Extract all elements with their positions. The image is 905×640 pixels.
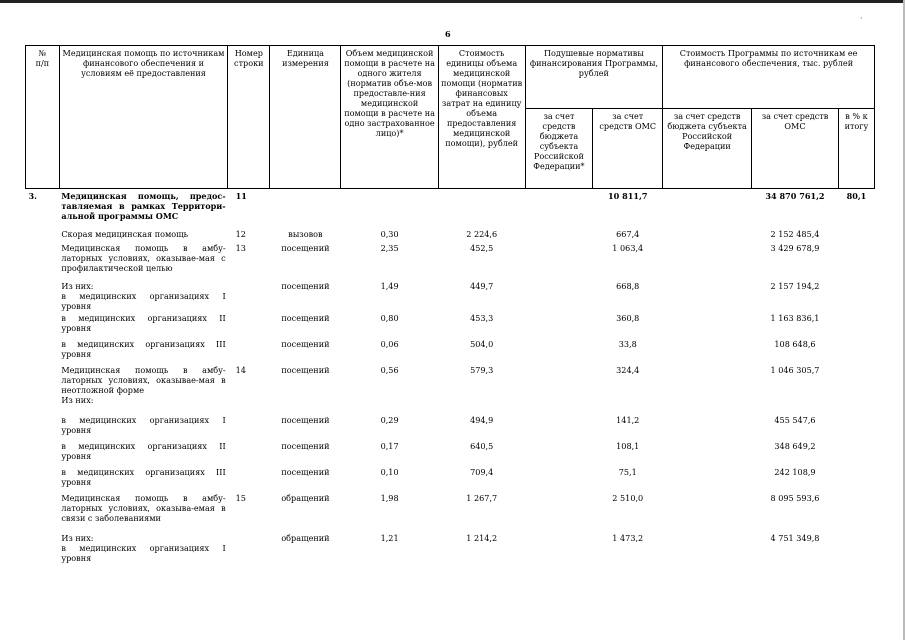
row-cost-oms: 242 108,9 xyxy=(774,466,816,477)
row-cost-pct: 80,1 xyxy=(838,189,874,227)
header-unit: Единица измерения xyxy=(270,46,341,189)
row-volume: 0,06 xyxy=(380,338,399,349)
row-per-capita-oms: 668,8 xyxy=(616,280,640,291)
row-name: Медицинская помощь, предос-тавляемая в рамках Территори-альной программы ОМС xyxy=(59,189,227,227)
row-cost-budget xyxy=(663,531,752,571)
row-unit: посещений xyxy=(281,280,330,291)
row-per-capita-budget xyxy=(525,531,593,571)
row-per-capita-budget xyxy=(525,337,593,363)
row-per-capita-budget xyxy=(525,413,593,439)
row-unit-cost xyxy=(438,189,525,227)
row-cost-pct xyxy=(838,439,874,465)
row-per-capita-oms: 1 063,4 xyxy=(612,242,644,253)
header-cost-program: Стоимость Программы по источникам ее финансового обеспечения, тыс. рублей xyxy=(663,46,875,109)
row-per-capita-budget xyxy=(525,363,593,413)
header-cost-budget: за счет средств бюджета субъекта Российской Федерации xyxy=(663,109,752,189)
row-line-number xyxy=(228,413,270,439)
header-name: Медицинская помощь по источникам финансового обеспечения и условиям её предоставления xyxy=(59,46,227,189)
row-cost-oms: 3 429 678,9 xyxy=(770,242,820,253)
row-cost-oms: 2 152 485,4 xyxy=(770,228,820,239)
row-unit: обращений xyxy=(281,492,330,503)
row-unit: посещений xyxy=(281,242,330,253)
row-unit-cost: 640,5 xyxy=(470,440,494,451)
row-num xyxy=(26,279,60,311)
row-name: в медицинских организациях III уровня xyxy=(61,338,226,359)
row-unit-cost: 579,3 xyxy=(470,364,494,375)
row-cost-pct xyxy=(838,311,874,337)
header-per-capita-budget: за счет средств бюджета субъекта Российской Федерации* xyxy=(525,109,593,189)
row-cost-budget xyxy=(663,311,752,337)
row-per-capita-oms: 108,1 xyxy=(616,440,640,451)
row-line-number: 15 xyxy=(235,492,246,503)
row-per-capita-oms: 141,2 xyxy=(616,414,640,425)
header-cost-pct: в % к итогу xyxy=(838,109,874,189)
row-line-number xyxy=(228,337,270,363)
row-per-capita-budget xyxy=(525,189,593,227)
row-name: Скорая медицинская помощь xyxy=(61,228,189,239)
row-name: Медицинская помощь в амбу-латорных условиях, оказывае-мая в неотложной форме Из них: xyxy=(61,364,226,405)
row-unit xyxy=(270,189,341,227)
header-volume: Объем медицинской помощи в расчете на одного жителя (норматив объе-мов предоставле-ния медицинской помощи в расчете на одно застрахованное лицо)* xyxy=(341,46,438,189)
row-unit: посещений xyxy=(281,338,330,349)
row-unit: обращений xyxy=(281,532,330,543)
row-line-number: 14 xyxy=(235,364,246,375)
row-volume: 1,21 xyxy=(380,532,399,543)
row-unit-cost: 449,7 xyxy=(470,280,494,291)
row-num xyxy=(26,413,60,439)
row-unit-cost: 452,5 xyxy=(470,242,494,253)
table-row xyxy=(26,227,875,241)
medical-care-table xyxy=(25,45,875,571)
row-num xyxy=(26,465,60,491)
row-per-capita-oms: 33,8 xyxy=(618,338,637,349)
row-volume: 0,30 xyxy=(380,228,399,239)
row-unit: посещений xyxy=(281,466,330,477)
row-cost-oms: 8 095 593,6 xyxy=(770,492,820,503)
row-line-number xyxy=(228,311,270,337)
row-line-number xyxy=(228,279,270,311)
table-row xyxy=(26,241,875,279)
row-cost-oms: 108 648,6 xyxy=(774,338,816,349)
page-number: 6 xyxy=(445,29,451,39)
row-line-number xyxy=(228,465,270,491)
row-per-capita-oms: 10 811,7 xyxy=(593,189,663,227)
row-cost-budget xyxy=(663,363,752,413)
row-volume: 0,56 xyxy=(380,364,399,375)
row-name: Из них: в медицинских организациях I уровня xyxy=(61,532,226,563)
header-per-capita-oms: за счет средств ОМС xyxy=(593,109,663,189)
scan-speck: · xyxy=(860,14,863,23)
row-unit: вызовов xyxy=(288,228,323,239)
row-cost-oms: 2 157 194,2 xyxy=(770,280,820,291)
row-line-number: 12 xyxy=(235,228,246,239)
row-unit-cost: 1 214,2 xyxy=(466,532,498,543)
row-per-capita-oms: 360,8 xyxy=(616,312,640,323)
row-unit-cost: 709,4 xyxy=(470,466,494,477)
table-row xyxy=(26,531,875,571)
row-cost-budget xyxy=(663,491,752,531)
row-cost-pct xyxy=(838,227,874,241)
row-per-capita-budget xyxy=(525,465,593,491)
row-cost-budget xyxy=(663,465,752,491)
table-body xyxy=(26,189,875,571)
row-name: в медицинских организациях II уровня xyxy=(61,440,226,461)
table-row xyxy=(26,311,875,337)
row-cost-budget xyxy=(663,227,752,241)
row-name: Из них: в медицинских организациях I уровня xyxy=(61,280,226,311)
row-volume: 2,35 xyxy=(380,242,399,253)
row-name: в медицинских организациях II уровня xyxy=(61,312,226,333)
table-row xyxy=(26,491,875,531)
row-cost-budget xyxy=(663,279,752,311)
row-unit: посещений xyxy=(281,312,330,323)
row-cost-oms: 4 751 349,8 xyxy=(770,532,820,543)
row-volume: 0,17 xyxy=(380,440,399,451)
row-unit-cost: 2 224,6 xyxy=(466,228,498,239)
table-row xyxy=(26,465,875,491)
table-header xyxy=(26,46,875,189)
row-num xyxy=(26,241,60,279)
row-num: 3. xyxy=(26,189,60,227)
header-unit-cost: Стоимость единицы объема медицинской помощи (норматив финансовых затрат на единицу объема предоставления медицинской помощи), рублей xyxy=(438,46,525,189)
row-per-capita-budget xyxy=(525,439,593,465)
row-line-number: 11 xyxy=(228,189,270,227)
row-volume: 1,98 xyxy=(380,492,399,503)
row-per-capita-budget xyxy=(525,491,593,531)
row-name: Медицинская помощь в амбу-латорных условиях, оказывае-мая с профилактической целью xyxy=(61,242,226,273)
row-cost-oms: 348 649,2 xyxy=(774,440,816,451)
table-row xyxy=(26,337,875,363)
row-cost-pct xyxy=(838,465,874,491)
row-num xyxy=(26,491,60,531)
table-row xyxy=(26,363,875,413)
header-cost-oms: за счет средств ОМС xyxy=(752,109,839,189)
row-line-number: 13 xyxy=(235,242,246,253)
row-volume: 0,29 xyxy=(380,414,399,425)
row-cost-pct xyxy=(838,241,874,279)
row-cost-budget xyxy=(663,413,752,439)
row-unit-cost: 504,0 xyxy=(470,338,494,349)
row-cost-pct xyxy=(838,279,874,311)
row-volume xyxy=(341,189,438,227)
row-unit: посещений xyxy=(281,364,330,375)
table-row xyxy=(26,279,875,311)
row-num xyxy=(26,363,60,413)
row-volume: 0,80 xyxy=(380,312,399,323)
row-unit-cost: 494,9 xyxy=(470,414,494,425)
row-cost-pct xyxy=(838,491,874,531)
row-per-capita-oms: 2 510,0 xyxy=(612,492,644,503)
row-line-number xyxy=(228,439,270,465)
row-per-capita-budget xyxy=(525,279,593,311)
row-cost-pct xyxy=(838,337,874,363)
row-cost-oms: 34 870 761,2 xyxy=(752,189,839,227)
row-unit: посещений xyxy=(281,414,330,425)
row-num xyxy=(26,337,60,363)
row-cost-oms: 1 046 305,7 xyxy=(770,364,820,375)
row-unit: посещений xyxy=(281,440,330,451)
row-cost-pct xyxy=(838,363,874,413)
row-per-capita-budget xyxy=(525,227,593,241)
row-per-capita-oms: 324,4 xyxy=(616,364,640,375)
row-name: в медицинских организациях III уровня xyxy=(61,466,226,487)
row-cost-budget xyxy=(663,337,752,363)
row-unit-cost: 453,3 xyxy=(470,312,494,323)
row-num xyxy=(26,311,60,337)
row-cost-budget xyxy=(663,189,752,227)
row-cost-budget xyxy=(663,439,752,465)
scan-edge-top xyxy=(0,0,905,3)
row-num xyxy=(26,227,60,241)
row-per-capita-budget xyxy=(525,241,593,279)
row-name: в медицинских организациях I уровня xyxy=(61,414,226,435)
row-name: Медицинская помощь в амбу-латорных условиях, оказыва-емая в связи с заболеваниями xyxy=(61,492,226,523)
header-per-capita: Подушевые нормативы финансирования Программы, рублей xyxy=(525,46,663,109)
row-cost-pct xyxy=(838,413,874,439)
row-volume: 0,10 xyxy=(380,466,399,477)
row-num xyxy=(26,531,60,571)
row-per-capita-oms: 1 473,2 xyxy=(612,532,644,543)
row-volume: 1,49 xyxy=(380,280,399,291)
row-cost-pct xyxy=(838,531,874,571)
row-cost-oms: 455 547,6 xyxy=(774,414,816,425)
table-row xyxy=(26,413,875,439)
header-num: № п/п xyxy=(26,46,60,189)
row-line-number xyxy=(228,531,270,571)
row-cost-budget xyxy=(663,241,752,279)
header-line: Номер строки xyxy=(228,46,270,189)
row-per-capita-budget xyxy=(525,311,593,337)
row-unit-cost: 1 267,7 xyxy=(466,492,498,503)
row-num xyxy=(26,439,60,465)
table-row xyxy=(26,439,875,465)
row-cost-oms: 1 163 836,1 xyxy=(770,312,820,323)
table-row xyxy=(26,189,875,227)
row-per-capita-oms: 667,4 xyxy=(616,228,640,239)
row-per-capita-oms: 75,1 xyxy=(618,466,637,477)
